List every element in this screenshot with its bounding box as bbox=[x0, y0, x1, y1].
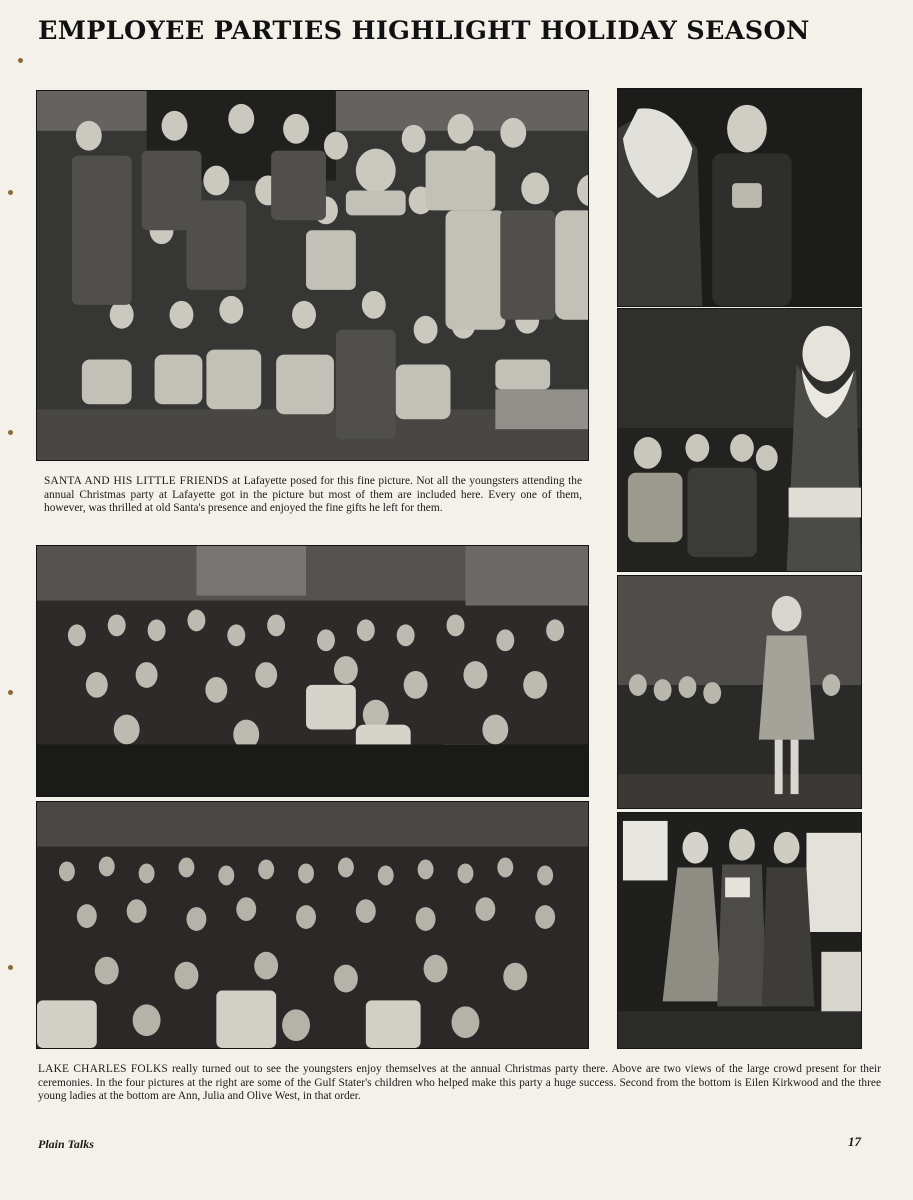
caption-body: really turned out to see the youngsters enjoy themselves at the annual Christmas party there. Above are two views of the large crowd present for their ceremonies. In the four pictures at the right are some of the Gulf Stater's children who helped make this party a huge success. Second from the bottom is Eilen Kirkwood and the three young ladies at the bottom are Ann, Julia and Olive West, in that order. bbox=[38, 1063, 882, 1103]
page-number: 17 bbox=[848, 1134, 861, 1149]
caption-lake-charles bbox=[38, 1063, 881, 1104]
page-headline: EMPLOYEE PARTIES HIGHLIGHT HOLIDAY SEASON bbox=[38, 16, 810, 46]
photo-santa-with-children bbox=[36, 90, 589, 461]
binding-hole bbox=[18, 58, 23, 63]
photo-santa-on-stage bbox=[617, 308, 862, 572]
caption-lafayette bbox=[44, 475, 582, 516]
publication-name: Plain Talks bbox=[38, 1137, 94, 1151]
binding-hole bbox=[8, 690, 13, 695]
photo-crowd-view-1 bbox=[36, 545, 589, 797]
photo-girl-on-stage bbox=[617, 575, 862, 809]
binding-hole bbox=[8, 190, 13, 195]
caption-body: at Lafayette posed for this fine picture. Not all the youngsters attending the annual Christmas party at Lafayette got in the picture but most of them are included here. Every one of them, however, was thrilled at old Santa's presence and enjoyed the fine gifts he left for them. bbox=[44, 475, 582, 515]
photo-santa-and-child bbox=[617, 88, 862, 307]
binding-hole bbox=[8, 430, 13, 435]
photo-three-young-ladies bbox=[617, 812, 862, 1049]
caption-lead: LAKE CHARLES FOLKS bbox=[38, 1063, 168, 1075]
photo-crowd-view-2 bbox=[36, 801, 589, 1049]
caption-lead: SANTA AND HIS LITTLE FRIENDS bbox=[44, 475, 229, 487]
binding-hole bbox=[8, 965, 13, 970]
